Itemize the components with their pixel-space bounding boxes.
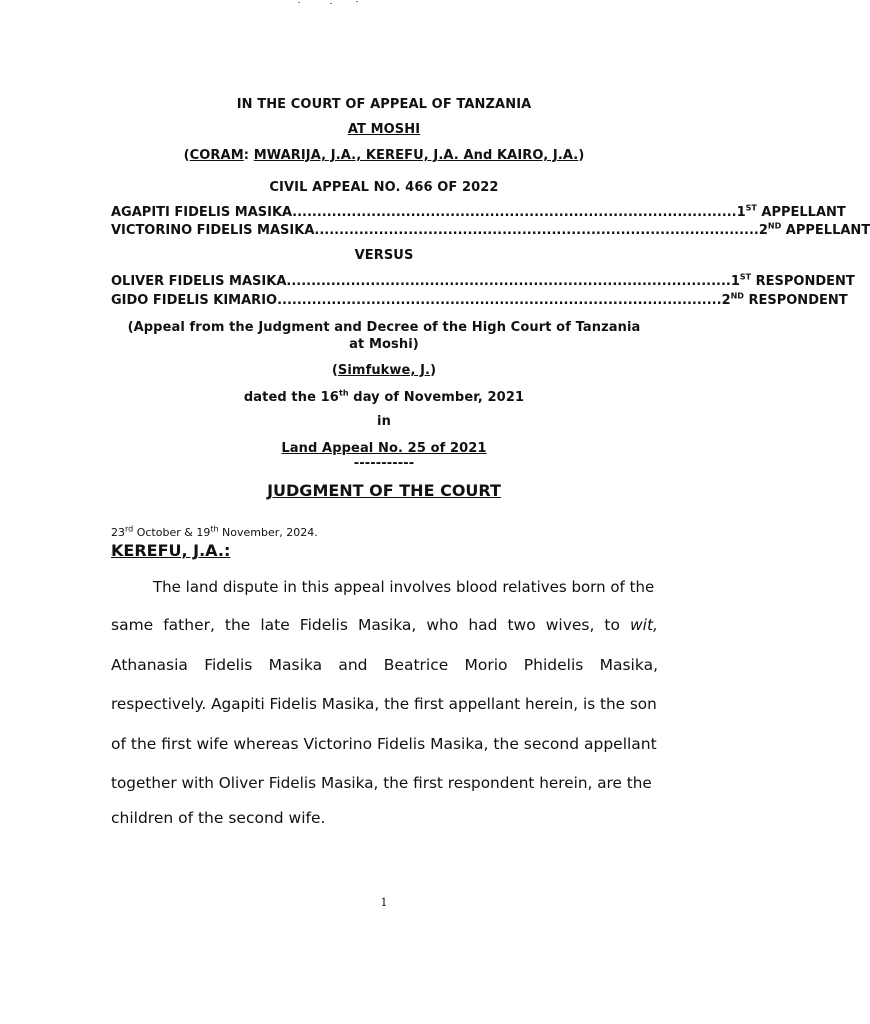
respondent-1: [111, 272, 855, 289]
dated-line: [0, 390, 768, 405]
scan-specks: [290, 0, 370, 6]
leader-dots: ..........................................................................................: [314, 223, 759, 238]
court-heading: IN THE COURT OF APPEAL OF TANZANIA: [236, 97, 532, 112]
respondent-2-role-label: RESPONDENT: [743, 293, 848, 308]
respondent-1-ordinal-suffix: ST: [739, 272, 752, 282]
hearing-month-1: October & 19: [133, 526, 211, 539]
in-label: in: [377, 414, 391, 429]
judge-below-name: Simfukwe, J.: [337, 363, 431, 378]
separator-line: -----------: [353, 456, 415, 471]
respondent-2-name: GIDO FIDELIS KIMARIO: [111, 293, 278, 308]
leader-dots: ..........................................................................................: [286, 274, 731, 289]
judge-below-open: (: [331, 363, 338, 378]
hearing-month-2: November, 2024.: [218, 526, 318, 539]
hearing-day-1-suffix: rd: [125, 524, 134, 534]
respondent-1-name: OLIVER FIDELIS MASIKA: [111, 274, 287, 289]
leader-dots: ..........................................................................................: [277, 293, 722, 308]
case-number: CIVIL APPEAL NO. 466 OF 2022: [269, 180, 499, 195]
appellant-2-ordinal-suffix: ND: [767, 221, 782, 231]
body-line-2-italic: wit,: [630, 616, 658, 634]
coram-line: [0, 148, 768, 163]
page-number: 1: [380, 896, 388, 909]
body-line-5: of the first wife whereas Victorino Fidelis Masika, the second appellant: [111, 735, 657, 753]
body-line-2: [111, 615, 658, 635]
land-appeal-number: Land Appeal No. 25 of 2021: [281, 441, 487, 456]
respondent-2-ordinal-suffix: ND: [730, 291, 744, 301]
coram-open: (: [183, 148, 190, 163]
appellant-2: [111, 221, 870, 238]
body-line-2-text: same father, the late Fidelis Masika, who had two wives, to: [111, 616, 630, 634]
respondent-1-role-label: RESPONDENT: [751, 274, 855, 289]
hearing-dates: [111, 526, 318, 539]
body-line-1: The land dispute in this appeal involves blood relatives born of the: [153, 578, 655, 596]
respondent-1-role: [731, 274, 855, 289]
dated-prefix: dated the 16: [243, 390, 339, 405]
appellant-2-ordinal: 2: [758, 223, 768, 238]
versus-label: VERSUS: [354, 248, 414, 263]
leader-dots: ..........................................................................................: [292, 205, 737, 220]
respondent-1-ordinal: 1: [730, 274, 740, 289]
appeal-from-line-1: (Appeal from the Judgment and Decree of the High Court of Tanzania: [127, 320, 641, 335]
appellant-1-ordinal: 1: [736, 205, 746, 220]
appellant-2-role: [759, 223, 870, 238]
judgment-title: JUDGMENT OF THE COURT: [267, 481, 501, 500]
coram-label: CORAM: [189, 148, 244, 163]
court-location: AT MOSHI: [347, 122, 421, 137]
hearing-day-2-suffix: th: [210, 524, 219, 534]
appellant-1-name: AGAPITI FIDELIS MASIKA: [111, 205, 293, 220]
respondent-2: [111, 291, 848, 308]
appellant-1-ordinal-suffix: ST: [745, 203, 757, 213]
judge-below-close: ): [430, 363, 437, 378]
appellant-1: [111, 203, 846, 220]
body-line-6: together with Oliver Fidelis Masika, the first respondent herein, are the: [111, 774, 652, 792]
hearing-day-1: 23: [111, 526, 125, 539]
appellant-2-name: VICTORINO FIDELIS MASIKA: [111, 223, 315, 238]
respondent-2-role: [722, 293, 848, 308]
respondent-2-ordinal: 2: [721, 293, 731, 308]
appellant-1-role: [737, 205, 846, 220]
judge-author: KEREFU, J.A.:: [111, 541, 231, 560]
body-line-3: Athanasia Fidelis Masika and Beatrice Morio Phidelis Masika,: [111, 656, 658, 674]
body-line-7: children of the second wife.: [111, 809, 326, 827]
judge-below: [0, 363, 768, 378]
dated-ordinal-suffix: th: [338, 388, 349, 398]
appeal-from-line-2: at Moshi): [349, 337, 419, 352]
coram-judges: MWARIJA, J.A., KEREFU, J.A. And KAIRO, J.A.: [253, 148, 579, 163]
coram-colon: :: [243, 148, 254, 163]
appellant-1-role-label: APPELLANT: [756, 205, 846, 220]
dated-suffix: day of November, 2021: [348, 390, 525, 405]
appellant-2-role-label: APPELLANT: [781, 223, 870, 238]
body-line-4: respectively. Agapiti Fidelis Masika, the first appellant herein, is the son: [111, 695, 657, 713]
coram-close: ): [578, 148, 585, 163]
